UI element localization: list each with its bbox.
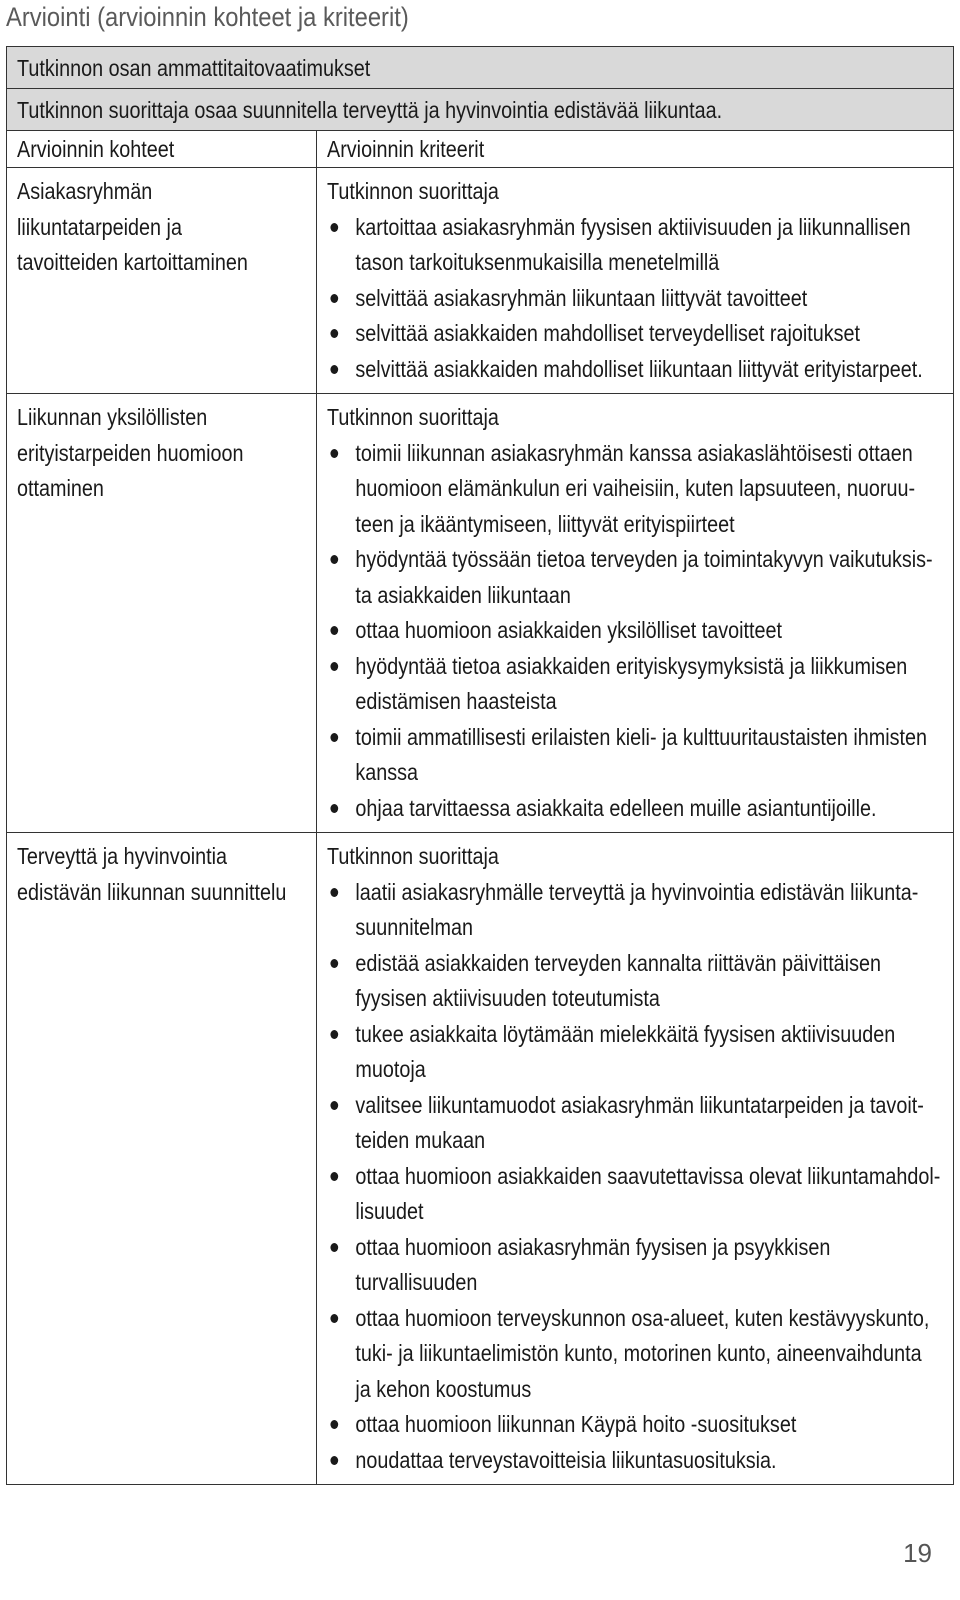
list-item: edistää asiakkaiden terveyden kannalta riittävän päivittäisen fyysisen aktiivisuuden toteutumista [327,946,942,1017]
list-item: selvittää asiakkaiden mahdolliset liikuntaan liittyvät erityistarpeet. [327,352,942,388]
criteria-intro: Tutkinnon suorittaja [327,178,499,204]
list-item: hyödyntää tietoa asiakkaiden erityiskysymyksistä ja liikkumisen edistämisen haasteista [327,649,942,720]
list-item: noudattaa terveystavoitteisia liikuntasuosituksia. [327,1443,942,1479]
criteria-list [327,436,942,827]
list-item: hyödyntää työssään tietoa terveyden ja toimintakyvyn vaikutuksis-ta asiakkaiden liikuntaan [327,542,942,613]
list-item: ottaa huomioon asiakasryhmän fyysisen ja psyykkisen turvallisuuden [327,1230,942,1301]
target-cell [7,833,317,1484]
list-item: kartoittaa asiakasryhmän fyysisen aktiivisuuden ja liikunnallisen tason tarkoituksenmukaisilla menetelmillä [327,210,942,281]
list-item: laatii asiakasryhmälle terveyttä ja hyvinvointia edistävän liikunta-suunnitelman [327,875,942,946]
target-cell [7,394,317,832]
table-row [7,394,953,833]
list-item: toimii ammatillisesti erilaisten kieli- ja kulttuuritaustaisten ihmisten kanssa [327,720,942,791]
requirement-row [7,89,953,131]
assessment-table [6,46,954,1485]
table-row [7,168,953,394]
target-cell [7,168,317,393]
target-text: Terveyttä ja hyvinvointia edistävän liikunnan suunnittelu [17,843,287,905]
requirement-text: Tutkinnon suorittaja osaa suunnitella terveyttä ja hyvinvointia edistävää liikuntaa. [17,97,723,123]
criteria-cell [317,394,953,832]
list-item: ottaa huomioon asiakkaiden yksilölliset tavoitteet [327,613,942,649]
list-item: selvittää asiakasryhmän liikuntaan liittyvät tavoitteet [327,281,942,317]
page-title: Arviointi (arvioinnin kohteet ja kriteerit) [6,2,409,32]
list-item: toimii liikunnan asiakasryhmän kanssa asiakaslähtöisesti ottaen huomioon elämänkulun eri vaiheisiin, kuten lapsuuteen, nuoruu-teen ja ikääntymiseen, liittyvät erityispiirteet [327,436,942,543]
criteria-cell [317,833,953,1484]
section-header-text: Tutkinnon osan ammattitaitovaatimukset [17,55,371,81]
list-item: selvittää asiakkaiden mahdolliset terveydelliset rajoitukset [327,316,942,352]
page-number: 19 [903,1538,932,1568]
criteria-intro: Tutkinnon suorittaja [327,404,499,430]
criteria-list [327,210,942,388]
list-item: ohjaa tarvittaessa asiakkaita edelleen muille asiantuntijoille. [327,791,942,827]
list-item: tukee asiakkaita löytämään mielekkäitä fyysisen aktiivisuuden muotoja [327,1017,942,1088]
col-left-header: Arvioinnin kohteet [17,136,175,162]
column-header-row [7,131,953,168]
list-item: ottaa huomioon liikunnan Käypä hoito -suositukset [327,1407,942,1443]
table-row [7,833,953,1484]
target-text: Liikunnan yksilöllisten erityistarpeiden huomioon ottaminen [17,404,244,501]
list-item: ottaa huomioon terveyskunnon osa-alueet, kuten kestävyyskunto, tuki- ja liikuntaelimistön kunto, motorinen kunto, aineenvaihdunta ja kehon koostumus [327,1301,942,1408]
target-text: Asiakasryhmän liikuntatarpeiden ja tavoitteiden kartoittaminen [17,178,248,275]
list-item: valitsee liikuntamuodot asiakasryhmän liikuntatarpeiden ja tavoit-teiden mukaan [327,1088,942,1159]
col-right-header: Arvioinnin kriteerit [327,136,485,162]
criteria-list [327,875,942,1479]
list-item: ottaa huomioon asiakkaiden saavutettavissa olevat liikuntamahdol-lisuudet [327,1159,942,1230]
criteria-cell [317,168,953,393]
criteria-intro: Tutkinnon suorittaja [327,843,499,869]
section-header [7,47,953,89]
